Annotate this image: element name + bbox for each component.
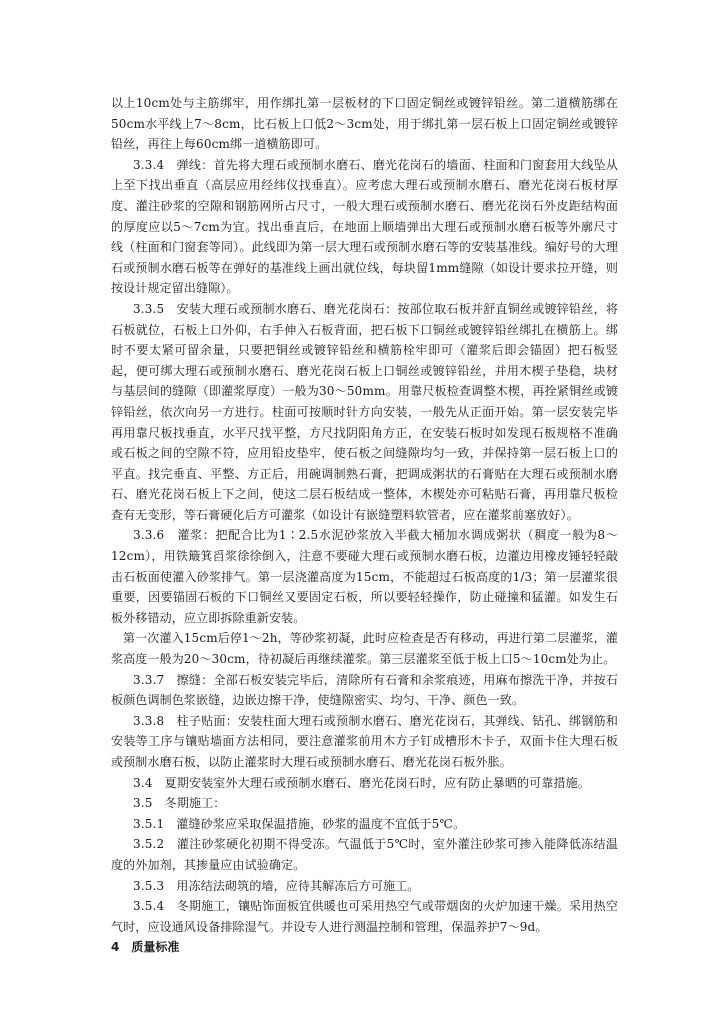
paragraph-3-5-2: 3.5.2 灌注砂浆硬化初期不得受冻。气温低于5℃时，室外灌注砂浆可掺入能降低冻结温度的外加剂，其掺量应由试验确定。 — [111, 837, 618, 872]
paragraph-3-3-4: 3.3.4 弹线：首先将大理石或预制水磨石、磨光花岗石的墙面、柱面和门窗套用大线坠从上至下找出垂直（高层应用经纬仪找垂直）。应考虑大理石或预制水磨石、磨光花岗石板材厚度、灌注砂浆的空隙和钢筋网所占尺寸，一般大理石或预制水磨石、磨光花岗石外皮距结构面的厚度应以5～7cm为宜。找出垂直后，在地面上顺墙弹出大理石或预制水磨石板等外廓尺寸线（柱面和门窗套等同）。此线即为第一层大理石或预制水磨石等的安装基准线。编好号的大理石或预制水磨石板等在弹好的基准线上画出就位线，每块留1mm缝隙（如设计要求拉开缝，则按设计规定留出缝隙）。 — [111, 157, 618, 296]
paragraph-continuation: 以上10cm处与主筋绑牢，用作绑扎第一层板材的下口固定铜丝或镀锌铅丝。第二道横筋绑在50cm水平线上7～8cm，比石板上口低2～3cm处，用于绑扎第一层石板上口固定铜丝或镀锌铅丝，再往上每60cm绑一道横筋即可。 — [111, 96, 618, 152]
paragraph-3-5-3: 3.5.3 用冻结法砌筑的墙，应待其解冻后方可施工。 — [133, 878, 420, 893]
paragraph-3-5-1: 3.5.1 灌缝砂浆应采取保温措施，砂浆的温度不宜低于5℃。 — [133, 816, 466, 831]
paragraph-3-3-5: 3.3.5 安装大理石或预制水磨石、磨光花岗石：按部位取石板并舒直铜丝或镀锌铅丝，将石板就位，石板上口外仰，右手伸入石板背面，把石板下口铜丝或镀锌铅丝绑扎在横筋上。绑时不要太紧可留余量，只要把铜丝或镀锌铅丝和横筋栓牢即可（灌浆后即会锚固）把石板竖起，便可绑大理石或预制水磨石、磨光花岗石板上口铜丝或镀锌铅丝，并用木楔子垫稳，块材与基层间的缝隙（即灌浆厚度）一般为30～50mm。用靠尺板检查调整木楔，再拴紧铜丝或镀锌铅丝，依次向另一方进行。柱面可按顺时针方向安装，一般先从正面开始。第一层安装完毕再用靠尺板找垂直，水平尺找平整，方尺找阴阳角方正，在安装石板时如发现石板规格不准确或石板之间的空隙不符，应用铅皮垫牢，使石板之间缝隙均匀一致，并保持第一层石板上口的平直。找完垂直、平整、方正后，用碗调制熟石膏，把调成粥状的石膏贴在大理石或预制水磨石、磨光花岗石板上下之间，使这二层石板结成一整体，木楔处亦可粘贴石膏，再用靠尺板检查有无变形，等石膏硬化后方可灌浆（如设计有嵌缝塑料软管者，应在灌浆前塞放好）。 — [111, 301, 618, 522]
paragraph-3-4: 3.4 夏期安装室外大理石或预制水磨石、磨光花岗石时，应有防止暴晒的可靠措施。 — [133, 775, 590, 790]
paragraph-3-3-7: 3.3.7 擦缝：全部石板安装完毕后，清除所有石膏和余浆痕迹，用麻布擦洗干净，并按石板颜色调制色浆嵌缝，边嵌边擦干净，使缝隙密实、均匀、干净、颜色一致。 — [111, 672, 618, 708]
paragraph-3-5-4: 3.5.4 冬期施工，镶贴饰面板宜供暖也可采用热空气或带烟囱的火炉加速干燥。采用热空气时，应设通风设备排除湿气。并设专人进行测温控制和管理，保温养护7～9d。 — [111, 899, 618, 934]
section-heading: 4 质量标准 — [111, 940, 180, 955]
paragraph-3-5: 3.5 冬期施工： — [133, 796, 226, 811]
paragraph-3-3-8: 3.3.8 柱子贴面：安装柱面大理石或预制水磨石、磨光花岗石，其弹线、钻孔、绑钢筋和安装等工序与镶贴墙面方法相同，要注意灌浆前用木方子钉成槽形木卡子，双面卡住大理石板或预制水磨石板，以防止灌浆时大理石或预制水磨石、磨光花岗石板外胀。 — [111, 713, 618, 769]
paragraph-grouting-stages: 第一次灌入15cm后停1～2h，等砂浆初凝，此时应检查是否有移动，再进行第二层灌浆，灌浆高度一般为20～30cm，待初凝后再继续灌浆。第三层灌浆至低于板上口5～10cm处为止。 — [111, 631, 618, 667]
paragraph-3-3-6: 3.3.6 灌浆：把配合比为1∶2.5水泥砂浆放入半截大桶加水调成粥状（稠度一般为8～12cm），用铁簸箕舀浆徐徐倒入，注意不要碰大理石或预制水磨石板，边灌边用橡皮锤轻轻敲击石板面使灌入砂浆排气。第一层浇灌高度为15cm，不能超过石板高度的1/3；第一层灌浆很重要，因要锚固石板的下口铜丝又要固定石板，所以要轻轻操作，防止碰撞和猛灌。如发生石板外移错动，应立即拆除重新安装。 — [111, 528, 618, 625]
